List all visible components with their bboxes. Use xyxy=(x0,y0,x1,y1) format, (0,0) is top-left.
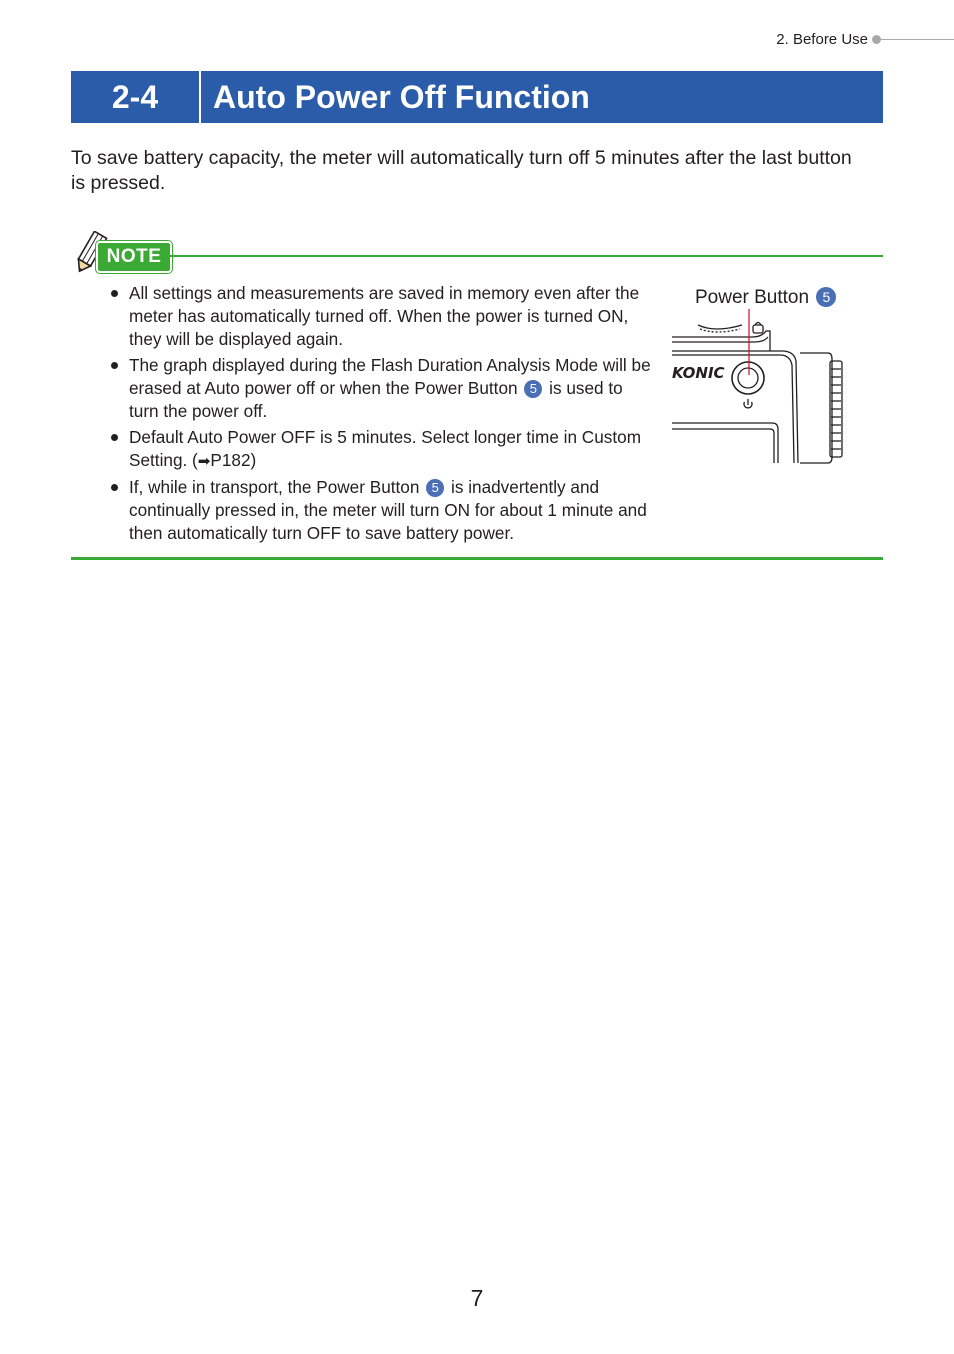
ref-badge: 5 xyxy=(816,287,836,307)
chapter-header: 2. Before Use xyxy=(776,31,868,48)
figure-label xyxy=(695,287,838,309)
brand-text: KONIC xyxy=(672,364,725,382)
item-text: Default Auto Power OFF is 5 minutes. Select longer time in Custom Setting. ( xyxy=(129,427,642,470)
figure-label-text: Power Button xyxy=(695,287,810,308)
list-item xyxy=(110,282,655,351)
list-item xyxy=(110,476,655,545)
page-number: 7 xyxy=(470,1285,484,1311)
item-text: is inadvertently and continually pressed in, the meter will turn ON for about 1 minute and then automatically turn OFF to save battery power. xyxy=(129,477,647,543)
item-text: All settings and measurements are saved in memory even after the meter has automatically turned off. When the power is turned ON, they will be displayed again. xyxy=(129,283,640,349)
header-line xyxy=(881,39,954,40)
section-title: Auto Power Off Function xyxy=(213,79,590,115)
header-dot xyxy=(872,35,881,44)
item-text: is used to turn the power off. xyxy=(129,378,623,421)
item-text: The graph displayed during the Flash Duration Analysis Mode will be erased at Auto power off or when the Power Button xyxy=(129,355,651,398)
section-number: 2-4 xyxy=(111,79,159,115)
section-heading xyxy=(71,71,883,123)
note-bottom-rule xyxy=(71,557,883,560)
page-reference: P182 xyxy=(210,450,251,470)
note-header xyxy=(70,231,172,275)
section-divider xyxy=(199,71,201,123)
note-badge: NOTE xyxy=(96,241,172,273)
header-rule xyxy=(872,34,954,46)
list-item xyxy=(110,426,655,473)
note-top-rule xyxy=(170,255,883,257)
ref-badge: 5 xyxy=(426,479,444,497)
power-button-figure xyxy=(670,285,850,470)
list-item xyxy=(110,354,655,423)
intro-paragraph: To save battery capacity, the meter will automatically turn off 5 minutes after the last button is pressed. xyxy=(71,147,852,194)
ref-badge: 5 xyxy=(524,380,542,398)
meter-illustration xyxy=(670,285,850,470)
item-text: If, while in transport, the Power Button xyxy=(129,477,420,497)
note-list xyxy=(110,282,655,548)
arrow-right-icon: ➡ xyxy=(197,453,211,470)
item-text: ) xyxy=(250,450,257,470)
